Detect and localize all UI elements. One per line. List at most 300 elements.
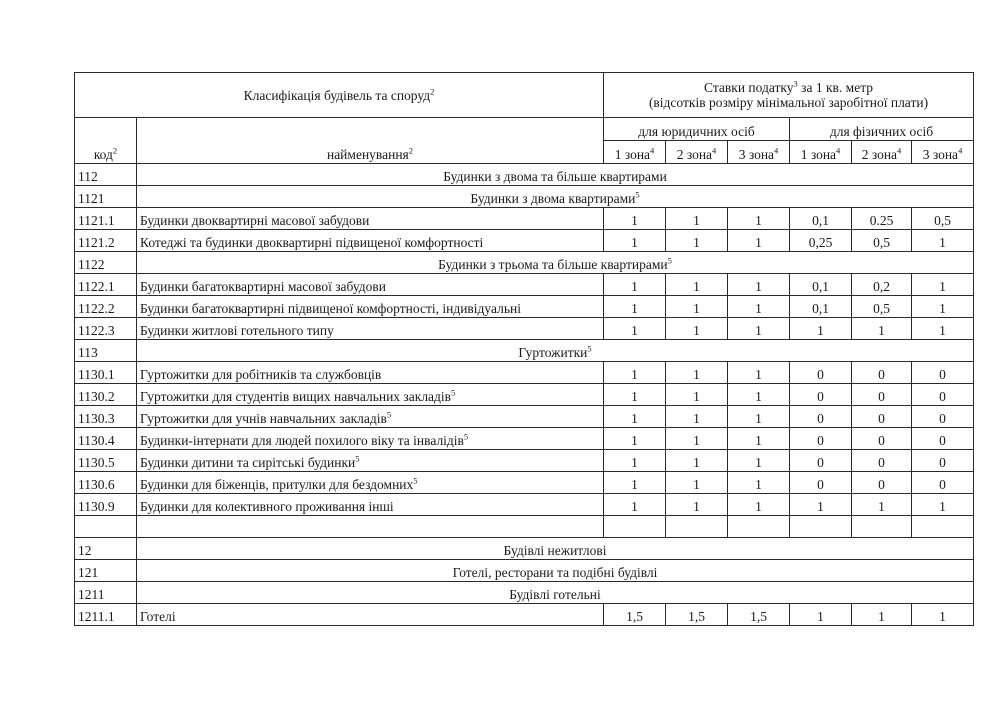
rate-value: 1 <box>939 499 946 514</box>
rate-cell-zone-3 <box>912 230 974 252</box>
empty-cell <box>604 516 666 538</box>
table-row <box>75 274 974 296</box>
rate-value: 0 <box>817 411 824 426</box>
rate-cell-zone-3 <box>912 428 974 450</box>
rate-value: 1 <box>693 499 700 514</box>
footnote-mark: 5 <box>667 255 672 266</box>
rate-value: 1 <box>939 323 946 338</box>
rate-cell-zone-1 <box>604 230 666 252</box>
rate-value: 1 <box>939 609 946 624</box>
header-row-2 <box>75 118 974 141</box>
group-title-cell <box>137 252 974 274</box>
group-code: 121 <box>78 565 99 580</box>
rate-cell-zone-3 <box>912 208 974 230</box>
rate-cell-zone-2 <box>666 208 728 230</box>
rate-cell-zone-2 <box>852 604 912 626</box>
footnote-mark: 4 <box>836 145 841 156</box>
rate-value: 0,2 <box>873 279 890 294</box>
empty-cell <box>790 516 852 538</box>
rate-value: 1 <box>693 323 700 338</box>
rate-value: 1,5 <box>750 609 767 624</box>
code-cell <box>75 384 137 406</box>
row-code: 1121.2 <box>78 235 115 250</box>
footnote-mark: 5 <box>413 475 418 486</box>
row-name: Гуртожитки для учнів навчальних закладів <box>140 411 387 426</box>
rate-value: 0 <box>878 455 885 470</box>
group-code-cell <box>75 340 137 362</box>
group-title-cell <box>137 560 974 582</box>
row-code: 1122.3 <box>78 323 115 338</box>
name-cell <box>137 296 604 318</box>
rate-cell-zone-1 <box>604 318 666 340</box>
group-code: 113 <box>78 345 98 360</box>
rate-value: 1 <box>631 389 638 404</box>
group-title-cell <box>137 538 974 560</box>
rate-value: 1 <box>693 411 700 426</box>
footnote-mark: 5 <box>451 387 456 398</box>
rate-cell-zone-2 <box>852 362 912 384</box>
rate-value: 1 <box>878 609 885 624</box>
row-code: 1130.1 <box>78 367 115 382</box>
footnote-mark: 2 <box>112 145 118 156</box>
name-cell <box>137 384 604 406</box>
rate-cell-zone-1 <box>604 604 666 626</box>
empty-cell <box>137 516 604 538</box>
code-cell <box>75 428 137 450</box>
name-cell <box>137 494 604 516</box>
rate-cell-zone-3 <box>728 230 790 252</box>
table-row <box>75 230 974 252</box>
rate-cell-zone-3 <box>912 362 974 384</box>
footnote-mark: 3 <box>793 78 798 89</box>
rate-cell-zone-1 <box>790 230 852 252</box>
name-cell <box>137 450 604 472</box>
group-title: Будинки з двома квартирами <box>470 191 636 206</box>
footnote-mark: 5 <box>587 343 592 354</box>
rate-value: 0 <box>878 389 885 404</box>
group-code: 1122 <box>78 257 105 272</box>
group-row <box>75 186 974 208</box>
row-code: 1130.2 <box>78 389 115 404</box>
footnote-mark: 4 <box>897 145 902 156</box>
classification-header <box>75 73 604 118</box>
row-name: Будинки багатоквартирні підвищеної комфортності, індивідуальні <box>140 301 521 316</box>
code-cell <box>75 318 137 340</box>
table-row <box>75 318 974 340</box>
code-cell <box>75 494 137 516</box>
rate-cell-zone-1 <box>790 318 852 340</box>
rate-value: 0,5 <box>873 301 890 316</box>
row-name: Будинки житлові готельного типу <box>140 323 334 338</box>
table-row <box>75 428 974 450</box>
table-row <box>75 362 974 384</box>
table-row <box>75 384 974 406</box>
rate-value: 1 <box>693 301 700 316</box>
rate-cell-zone-3 <box>912 494 974 516</box>
zone-header-1 <box>604 141 666 164</box>
rate-value: 1 <box>693 213 700 228</box>
rate-cell-zone-2 <box>666 604 728 626</box>
row-name: Готелі <box>140 609 176 624</box>
rate-cell-zone-1 <box>604 428 666 450</box>
rate-cell-zone-1 <box>604 450 666 472</box>
rate-cell-zone-2 <box>666 450 728 472</box>
header-row-1 <box>75 73 974 118</box>
rate-value: 1 <box>693 235 700 250</box>
rate-cell-zone-2 <box>666 472 728 494</box>
zone-label: 2 зона <box>861 147 898 162</box>
row-code: 1121.1 <box>78 213 115 228</box>
code-cell <box>75 406 137 428</box>
rate-cell-zone-2 <box>852 230 912 252</box>
rate-value: 0 <box>939 433 946 448</box>
group-row <box>75 340 974 362</box>
zone-label: 3 зона <box>922 147 959 162</box>
rate-cell-zone-1 <box>790 406 852 428</box>
footnote-mark: 2 <box>430 86 435 96</box>
rate-cell-zone-3 <box>912 406 974 428</box>
row-name: Будинки-інтернати для людей похилого віку та інвалідів <box>140 433 464 448</box>
row-code: 1130.6 <box>78 477 115 492</box>
legal-entities-header: для юридичних осіб <box>604 118 790 141</box>
rate-cell-zone-3 <box>728 450 790 472</box>
rate-cell-zone-2 <box>852 494 912 516</box>
footnote-mark: 4 <box>650 145 655 156</box>
table-row <box>75 406 974 428</box>
row-name: Будинки двоквартирні масової забудови <box>140 213 370 228</box>
rate-value: 1 <box>631 235 638 250</box>
rate-value: 0,5 <box>873 235 890 250</box>
rate-cell-zone-1 <box>790 296 852 318</box>
rate-cell-zone-1 <box>604 296 666 318</box>
rate-value: 1 <box>631 301 638 316</box>
rate-cell-zone-3 <box>912 472 974 494</box>
rate-value: 1 <box>755 213 762 228</box>
rate-value: 1 <box>755 301 762 316</box>
rate-value: 1 <box>631 411 638 426</box>
rate-cell-zone-2 <box>666 230 728 252</box>
rate-value: 0,25 <box>808 235 833 250</box>
table-row <box>75 472 974 494</box>
rate-value: 1 <box>693 367 700 382</box>
group-row <box>75 164 974 186</box>
rate-value: 0 <box>817 433 824 448</box>
rate-cell-zone-1 <box>604 384 666 406</box>
rate-value: 0,1 <box>812 213 829 228</box>
rate-value: 1 <box>755 279 762 294</box>
rate-value: 1 <box>631 367 638 382</box>
rate-value: 1,5 <box>688 609 705 624</box>
row-code: 1130.4 <box>78 433 115 448</box>
rate-value: 0 <box>939 367 946 382</box>
group-code: 112 <box>78 169 98 184</box>
rate-value: 1 <box>631 433 638 448</box>
rate-cell-zone-3 <box>728 406 790 428</box>
rate-value: 0 <box>817 455 824 470</box>
group-title: Гуртожитки <box>518 345 588 360</box>
rate-cell-zone-2 <box>666 318 728 340</box>
rate-value: 0.25 <box>869 213 894 228</box>
footnote-mark: 5 <box>355 453 360 464</box>
name-cell <box>137 604 604 626</box>
rate-cell-zone-3 <box>728 318 790 340</box>
name-cell <box>137 274 604 296</box>
rate-cell-zone-3 <box>912 604 974 626</box>
rate-value: 1 <box>939 235 946 250</box>
zone-label: 2 зона <box>676 147 713 162</box>
group-code-cell <box>75 252 137 274</box>
rate-cell-zone-2 <box>852 428 912 450</box>
zone-label: 1 зона <box>800 147 837 162</box>
rate-cell-zone-2 <box>666 494 728 516</box>
rate-value: 1 <box>693 279 700 294</box>
rate-cell-zone-3 <box>728 384 790 406</box>
rate-cell-zone-3 <box>912 450 974 472</box>
rate-cell-zone-3 <box>728 494 790 516</box>
rate-cell-zone-3 <box>912 274 974 296</box>
rate-cell-zone-1 <box>790 472 852 494</box>
row-name: Котеджі та будинки двоквартирні підвищеної комфортності <box>140 235 484 250</box>
rate-value: 1 <box>631 323 638 338</box>
rate-value: 1 <box>878 499 885 514</box>
rate-value: 0 <box>878 411 885 426</box>
rate-cell-zone-1 <box>604 362 666 384</box>
row-name: Будинки для колективного проживання інші <box>140 499 394 514</box>
group-title: Будинки з двома та більше квартирами <box>443 169 667 184</box>
group-code-cell <box>75 560 137 582</box>
rate-value: 1 <box>755 433 762 448</box>
rate-value: 1 <box>939 279 946 294</box>
rate-value: 1 <box>755 323 762 338</box>
row-code: 1130.9 <box>78 499 115 514</box>
rates-header-text: Ставки податку <box>704 80 794 95</box>
rate-cell-zone-2 <box>852 208 912 230</box>
footnote-mark: 4 <box>712 145 717 156</box>
rate-cell-zone-3 <box>728 296 790 318</box>
code-header-text: код <box>93 147 113 162</box>
group-title-cell <box>137 186 974 208</box>
rate-value: 1 <box>631 499 638 514</box>
rate-value: 0 <box>817 367 824 382</box>
empty-cell <box>666 516 728 538</box>
table-row <box>75 450 974 472</box>
name-cell <box>137 406 604 428</box>
group-code: 1121 <box>78 191 105 206</box>
rate-cell-zone-3 <box>728 428 790 450</box>
rate-value: 1 <box>817 323 824 338</box>
code-cell <box>75 362 137 384</box>
rate-cell-zone-1 <box>604 274 666 296</box>
group-row <box>75 560 974 582</box>
row-name: Будинки для біженців, притулки для бездомних <box>140 477 414 492</box>
rate-cell-zone-1 <box>790 274 852 296</box>
rate-value: 1 <box>693 477 700 492</box>
rate-value: 1 <box>693 455 700 470</box>
group-code: 1211 <box>78 587 105 602</box>
rate-value: 0 <box>878 477 885 492</box>
rate-value: 1 <box>878 323 885 338</box>
name-cell <box>137 362 604 384</box>
rate-value: 0 <box>878 367 885 382</box>
table-row <box>75 494 974 516</box>
group-code-cell <box>75 186 137 208</box>
rate-cell-zone-2 <box>666 296 728 318</box>
rate-cell-zone-3 <box>912 296 974 318</box>
rate-value: 1 <box>755 389 762 404</box>
footnote-mark: 2 <box>408 145 414 156</box>
individuals-header: для фізичних осіб <box>790 118 974 141</box>
rate-value: 0 <box>878 433 885 448</box>
rate-value: 0,1 <box>812 301 829 316</box>
empty-cell <box>912 516 974 538</box>
empty-cell <box>852 516 912 538</box>
rate-value: 0,5 <box>934 213 951 228</box>
rate-value: 1 <box>693 433 700 448</box>
rate-value: 1 <box>631 213 638 228</box>
group-title-cell <box>137 340 974 362</box>
rate-cell-zone-1 <box>790 428 852 450</box>
rate-value: 0 <box>939 455 946 470</box>
rate-cell-zone-1 <box>790 604 852 626</box>
group-row <box>75 582 974 604</box>
code-cell <box>75 472 137 494</box>
rate-value: 0 <box>939 477 946 492</box>
code-cell <box>75 450 137 472</box>
row-code: 1130.3 <box>78 411 115 426</box>
name-cell <box>137 428 604 450</box>
rate-cell-zone-2 <box>852 450 912 472</box>
rate-value: 0 <box>817 477 824 492</box>
name-header-text: найменування <box>326 147 409 162</box>
row-name: Будинки дитини та сирітські будинки <box>140 455 356 470</box>
table-row <box>75 296 974 318</box>
code-cell <box>75 274 137 296</box>
rate-cell-zone-2 <box>852 296 912 318</box>
rate-value: 1 <box>755 499 762 514</box>
rate-value: 1 <box>817 609 824 624</box>
zone-header-3 <box>728 141 790 164</box>
rate-value: 1 <box>631 477 638 492</box>
tax-rates-table <box>74 72 974 626</box>
rate-cell-zone-3 <box>728 274 790 296</box>
rate-value: 0 <box>817 389 824 404</box>
rate-value: 1 <box>631 279 638 294</box>
group-row <box>75 538 974 560</box>
zone-label: 1 зона <box>614 147 651 162</box>
name-cell <box>137 472 604 494</box>
footnote-mark: 5 <box>463 431 469 442</box>
rate-cell-zone-2 <box>666 362 728 384</box>
rates-header <box>604 73 974 118</box>
footnote-mark: 5 <box>635 189 640 200</box>
zone-header-2 <box>666 141 728 164</box>
zone-label: 3 зона <box>738 147 775 162</box>
rate-cell-zone-3 <box>912 384 974 406</box>
name-cell <box>137 230 604 252</box>
row-name: Гуртожитки для студентів вищих навчальних закладів <box>140 389 452 404</box>
group-code-cell <box>75 538 137 560</box>
rate-cell-zone-1 <box>604 472 666 494</box>
table-row <box>75 604 974 626</box>
rate-cell-zone-1 <box>790 494 852 516</box>
rate-value: 0,1 <box>812 279 829 294</box>
rate-value: 1 <box>755 235 762 250</box>
rate-cell-zone-3 <box>728 604 790 626</box>
rates-header-note: (відсотків розміру мінімальної заробітної плати) <box>648 95 929 110</box>
rate-value: 1,5 <box>626 609 643 624</box>
group-row <box>75 252 974 274</box>
rate-cell-zone-1 <box>790 450 852 472</box>
rate-cell-zone-3 <box>728 208 790 230</box>
code-cell <box>75 296 137 318</box>
group-title-cell <box>137 164 974 186</box>
rate-cell-zone-2 <box>852 406 912 428</box>
group-title: Готелі, ресторани та подібні будівлі <box>452 565 658 580</box>
rate-cell-zone-1 <box>790 384 852 406</box>
rate-value: 1 <box>817 499 824 514</box>
rate-value: 1 <box>939 301 946 316</box>
rates-header-unit: за 1 кв. метр <box>797 80 874 95</box>
row-code: 1122.1 <box>78 279 115 294</box>
footnote-mark: 4 <box>958 145 963 156</box>
rate-cell-zone-2 <box>666 406 728 428</box>
code-cell <box>75 208 137 230</box>
rate-cell-zone-2 <box>666 384 728 406</box>
rate-cell-zone-2 <box>852 384 912 406</box>
group-code: 12 <box>78 543 92 558</box>
rate-cell-zone-3 <box>728 472 790 494</box>
rate-cell-zone-2 <box>852 318 912 340</box>
row-name: Будинки багатоквартирні масової забудови <box>140 279 386 294</box>
name-cell <box>137 208 604 230</box>
rate-cell-zone-2 <box>852 274 912 296</box>
rate-cell-zone-1 <box>604 406 666 428</box>
row-code: 1211.1 <box>78 609 115 624</box>
group-title: Будинки з трьома та більше квартирами <box>438 257 668 272</box>
empty-cell <box>75 516 137 538</box>
footnote-mark: 5 <box>386 409 392 420</box>
rate-value: 1 <box>755 411 762 426</box>
rate-cell-zone-2 <box>852 472 912 494</box>
empty-cell <box>728 516 790 538</box>
group-code-cell <box>75 582 137 604</box>
rate-cell-zone-1 <box>604 494 666 516</box>
rate-cell-zone-2 <box>666 428 728 450</box>
row-name: Гуртожитки для робітників та службовців <box>140 367 382 382</box>
classification-header-text: Класифікація будівель та споруд <box>243 87 431 103</box>
rate-cell-zone-3 <box>912 318 974 340</box>
rate-value: 1 <box>755 455 762 470</box>
zone-header-6 <box>912 141 974 164</box>
rate-cell-zone-1 <box>790 208 852 230</box>
code-header <box>75 118 137 164</box>
zone-header-4 <box>790 141 852 164</box>
group-title: Будівлі нежитлові <box>503 543 607 558</box>
rate-cell-zone-3 <box>728 362 790 384</box>
row-code: 1122.2 <box>78 301 115 316</box>
rate-cell-zone-1 <box>604 208 666 230</box>
rate-value: 1 <box>693 389 700 404</box>
group-title-cell <box>137 582 974 604</box>
blank-row <box>75 516 974 538</box>
name-cell <box>137 318 604 340</box>
group-title: Будівлі готельні <box>509 587 601 602</box>
zone-header-5 <box>852 141 912 164</box>
group-code-cell <box>75 164 137 186</box>
table-row <box>75 208 974 230</box>
footnote-mark: 4 <box>774 145 779 156</box>
name-header <box>137 118 604 164</box>
